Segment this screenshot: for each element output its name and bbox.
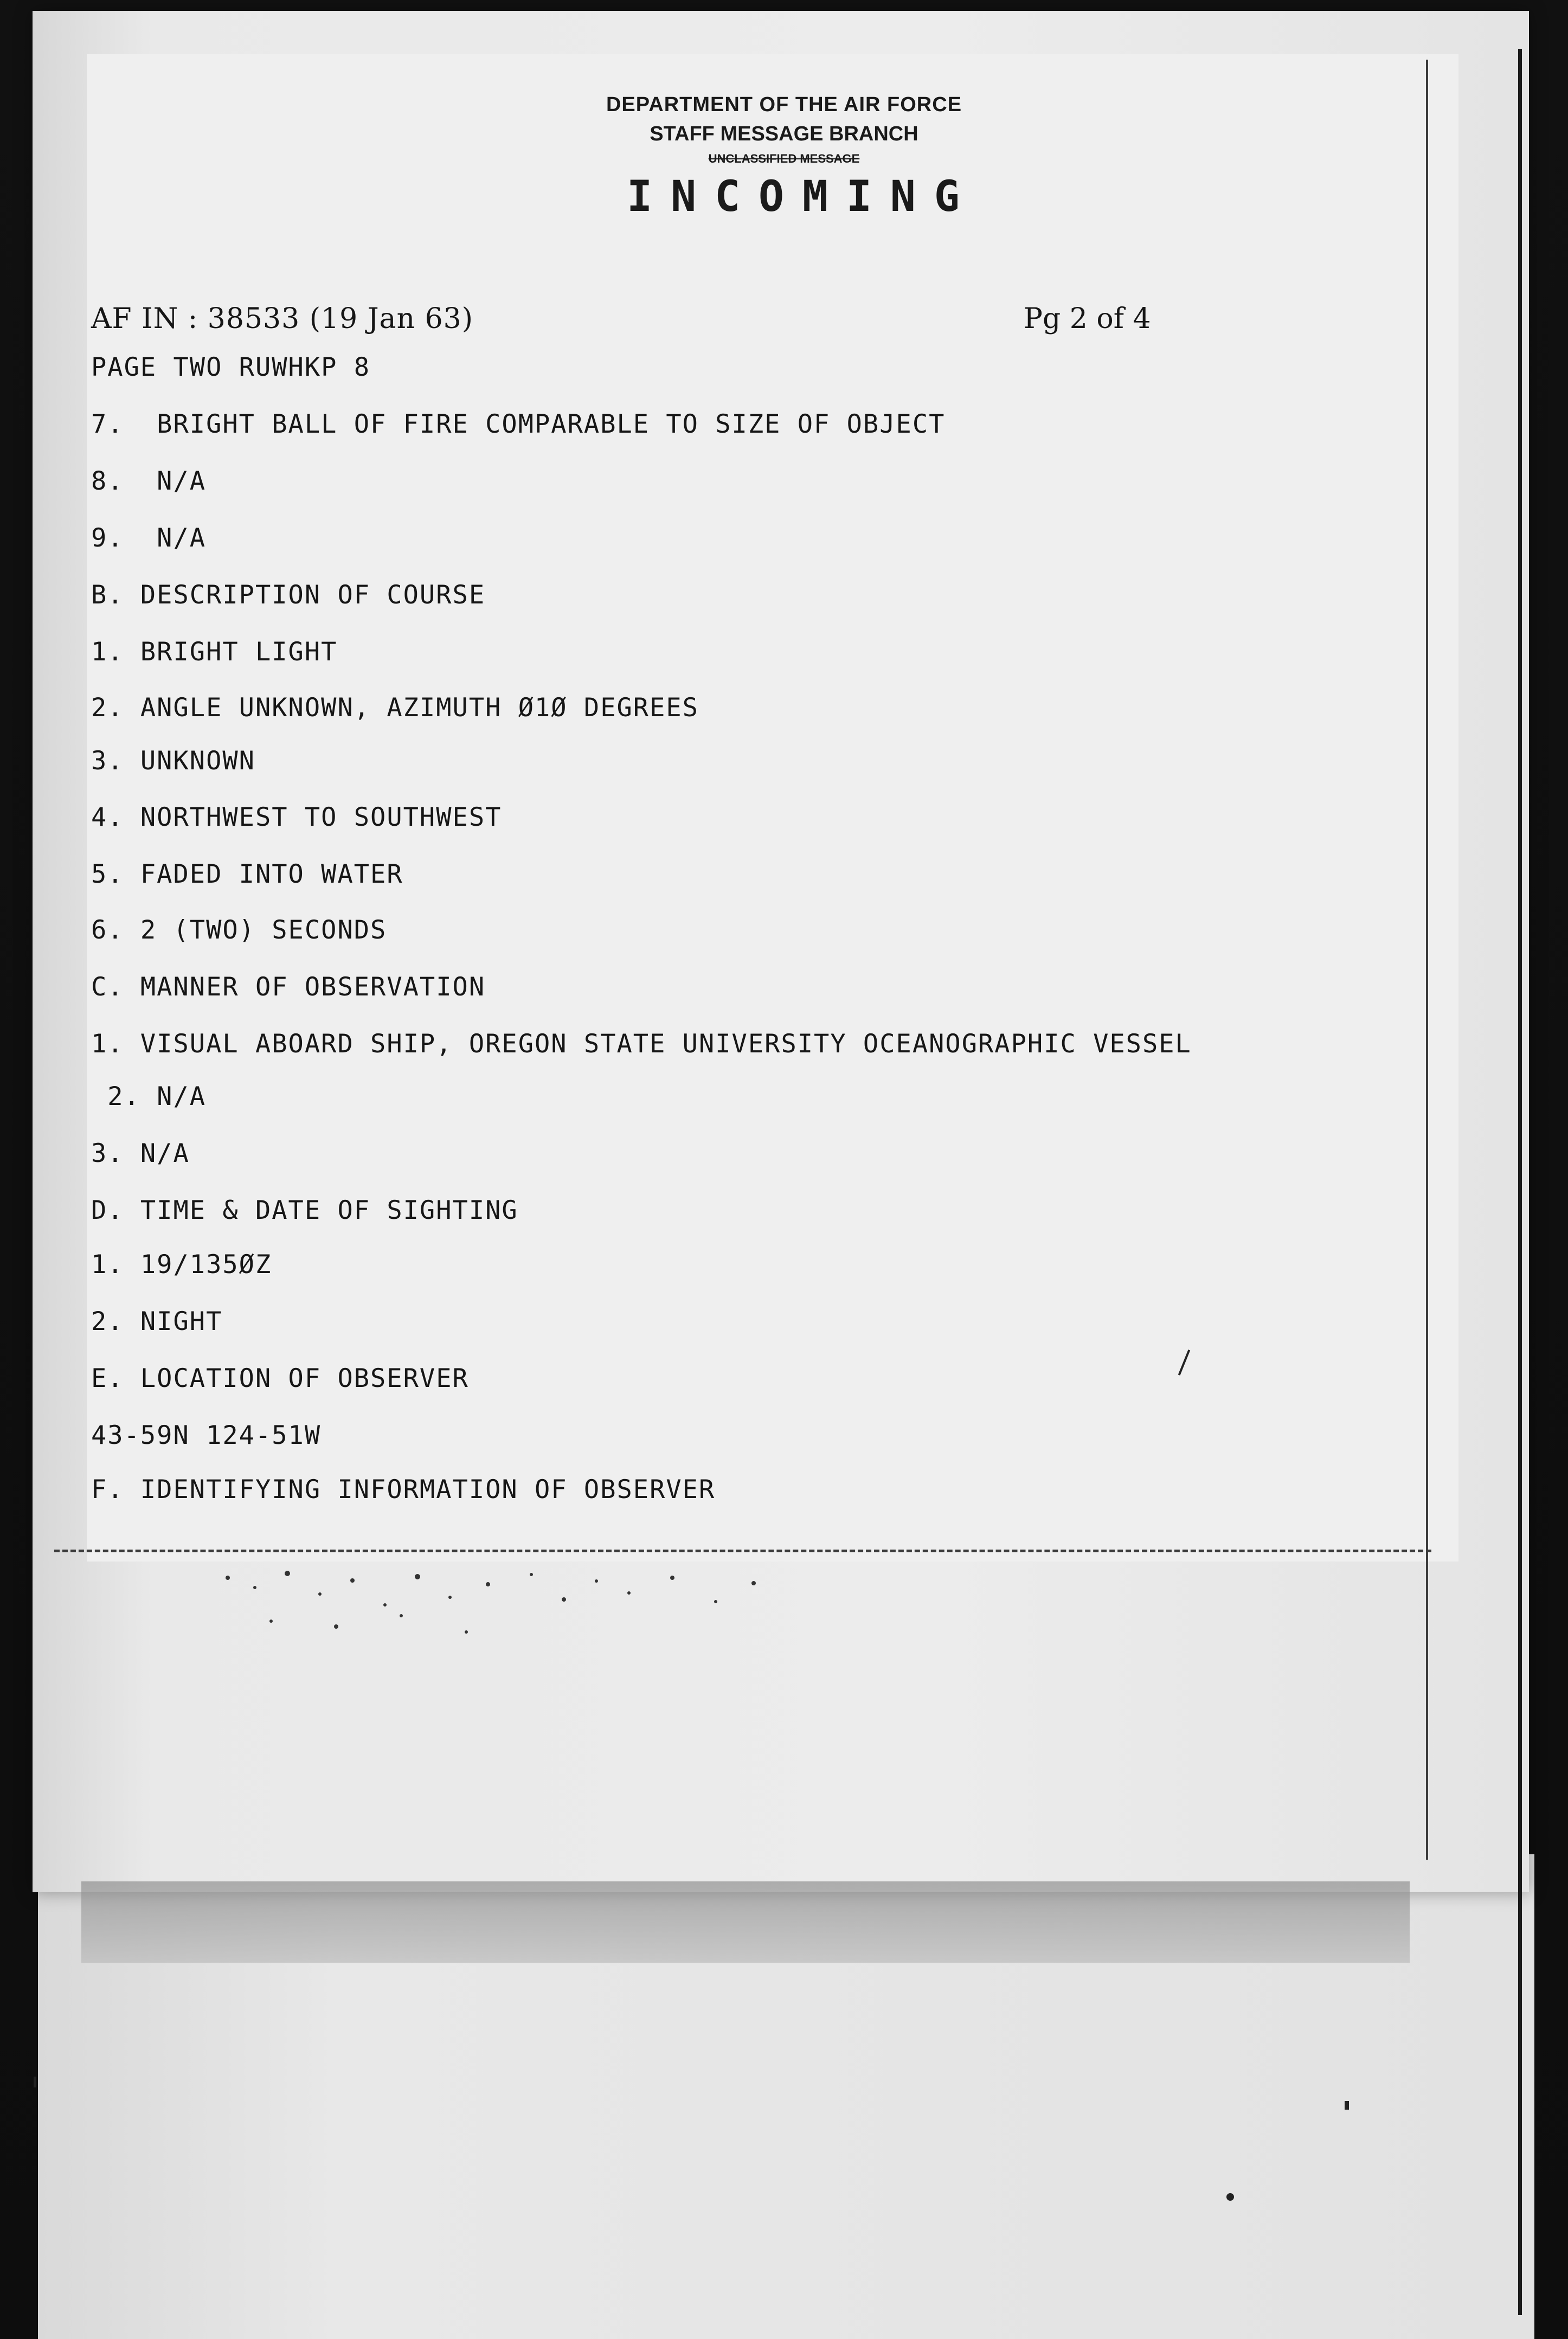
message-line: 8. N/A xyxy=(91,466,207,496)
sheet-shadow xyxy=(81,1881,1410,1963)
message-line: 2. N/A xyxy=(91,1082,207,1111)
message-line: C. MANNER OF OBSERVATION xyxy=(91,972,486,1002)
message-line: 43-59N 124-51W xyxy=(91,1421,322,1450)
message-line: 1. 19/135ØZ xyxy=(91,1250,272,1280)
message-line: 6. 2 (TWO) SECONDS xyxy=(91,915,387,945)
tear-line xyxy=(54,1550,1431,1552)
scan-speckles xyxy=(206,1562,802,1648)
message-line: 5. FADED INTO WATER xyxy=(91,859,403,889)
message-line: 2. ANGLE UNKNOWN, AZIMUTH Ø1Ø DEGREES xyxy=(91,693,699,723)
message-line: 1. VISUAL ABOARD SHIP, OREGON STATE UNIVERSITY OCEANOGRAPHIC VESSEL xyxy=(91,1029,1192,1059)
message-line: 3. N/A xyxy=(91,1139,190,1168)
message-line: 2. NIGHT xyxy=(91,1307,223,1336)
branch-header-text: STAFF MESSAGE BRANCH xyxy=(650,123,918,145)
message-line: 9. N/A xyxy=(91,523,207,553)
incoming-title: INCOMING xyxy=(627,172,978,221)
page-line: PAGE TWO RUWHKP 8 xyxy=(91,352,371,382)
stray-mark xyxy=(1226,2193,1234,2201)
message-line: F. IDENTIFYING INFORMATION OF OBSERVER xyxy=(91,1475,716,1505)
message-line: D. TIME & DATE OF SIGHTING xyxy=(91,1196,518,1225)
message-line: 4. NORTHWEST TO SOUTHWEST xyxy=(91,802,502,832)
message-line: B. DESCRIPTION OF COURSE xyxy=(91,580,486,610)
classification-header: UNCLASSIFIED MESSAGE xyxy=(708,152,860,165)
message-line: 7. BRIGHT BALL OF FIRE COMPARABLE TO SIZE OF OBJECT xyxy=(91,409,946,439)
margin-rule xyxy=(1426,60,1428,1860)
sheet-edge xyxy=(1518,49,1522,2315)
branch-header xyxy=(0,123,1568,146)
message-line: E. LOCATION OF OBSERVER xyxy=(91,1364,469,1393)
department-header: DEPARTMENT OF THE AIR FORCE xyxy=(606,93,962,116)
message-line: 3. UNKNOWN xyxy=(91,746,255,776)
af-in-line: AF IN : 38533 (19 Jan 63) xyxy=(91,303,474,335)
page-indicator: Pg 2 of 4 xyxy=(1024,303,1151,335)
stray-mark xyxy=(34,2077,36,2087)
message-line: 1. BRIGHT LIGHT xyxy=(91,637,338,667)
stray-mark xyxy=(1345,2101,1349,2110)
